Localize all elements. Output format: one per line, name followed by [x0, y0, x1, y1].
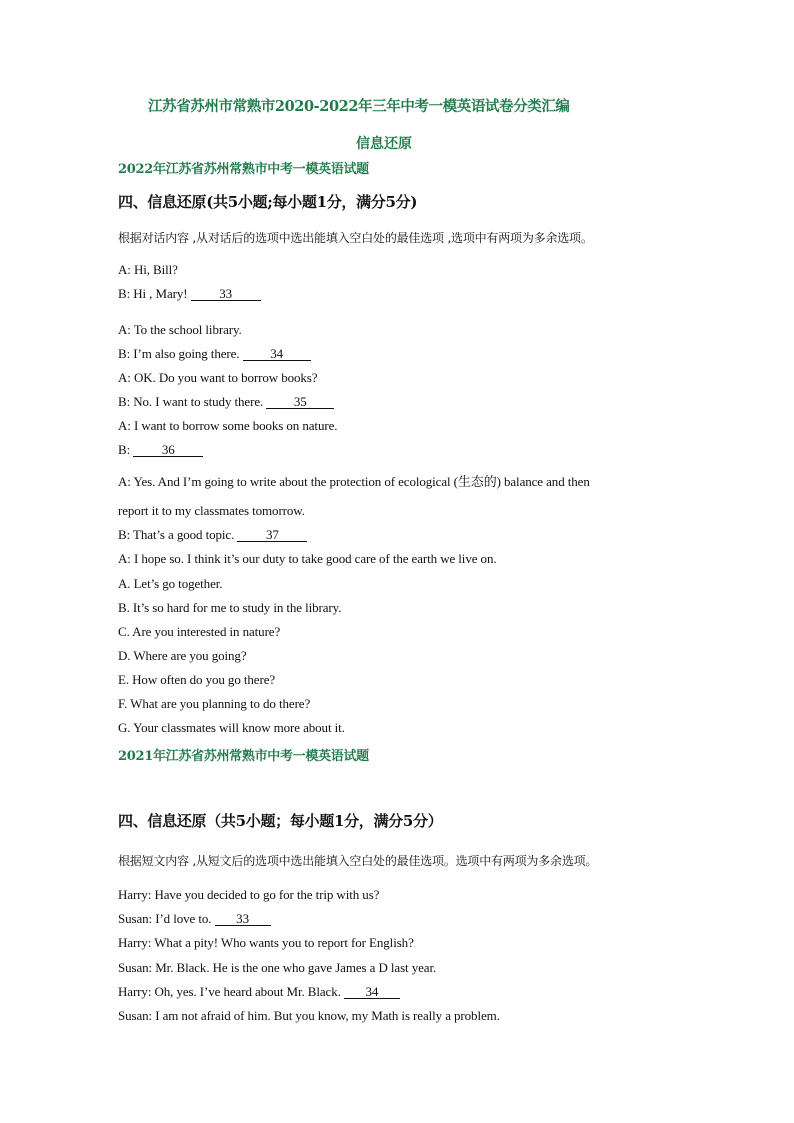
exam-2022-heading: 四、信息还原(共5小题;每小题1分，满分5分)	[118, 193, 418, 211]
option-d: D. Where are you going?	[118, 648, 247, 663]
dialogue-text: B: I’m also going there.	[118, 346, 243, 361]
dialogue-line: A: I want to borrow some books on nature.	[118, 418, 338, 433]
dialogue-line: A: To the school library.	[118, 322, 242, 337]
blank-34: 34	[243, 347, 311, 361]
dialogue-text: B: That’s a good topic.	[118, 527, 238, 542]
dialogue-line: Susan: Mr. Black. He is the one who gave James a D last year.	[118, 960, 437, 975]
dialogue-text: B: Hi , Mary!	[118, 286, 191, 301]
exam-2021-heading: 四、信息还原（共5小题；每小题1分，满分5分）	[118, 812, 443, 830]
option-c: C. Are you interested in nature?	[118, 624, 281, 639]
section-title: 信息还原	[356, 136, 412, 152]
dialogue-line	[118, 346, 311, 362]
exam-2022-title: 2022年江苏省苏州常熟市中考一模英语试题	[118, 162, 369, 177]
dialogue-line	[118, 984, 400, 1000]
dialogue-line: Susan: I am not afraid of him. But you know, my Math is really a problem.	[118, 1008, 500, 1023]
dialogue-line	[118, 286, 261, 302]
document-title: 江苏省苏州市常熟市2020-2022年三年中考一模英语试卷分类汇编	[148, 98, 570, 115]
dialogue-line: A: Yes. And I’m going to write about the protection of ecological (生态的) balance and then	[118, 474, 590, 489]
blank-34: 34	[344, 985, 400, 999]
dialogue-line: Harry: What a pity! Who wants you to report for English?	[118, 935, 414, 950]
dialogue-line: A: Hi, Bill?	[118, 262, 178, 277]
option-e: E. How often do you go there?	[118, 672, 276, 687]
dialogue-line: A: I hope so. I think it’s our duty to take good care of the earth we live on.	[118, 551, 497, 566]
blank-35: 35	[266, 395, 334, 409]
blank-33: 33	[191, 287, 261, 301]
dialogue-text: Harry: Oh, yes. I’ve heard about Mr. Black.	[118, 984, 344, 999]
dialogue-line: A: OK. Do you want to borrow books?	[118, 370, 318, 385]
option-g: G. Your classmates will know more about it.	[118, 720, 345, 735]
option-f: F. What are you planning to do there?	[118, 696, 311, 711]
dialogue-text: Susan: I’d love to.	[118, 911, 215, 926]
dialogue-line	[118, 911, 271, 927]
dialogue-text: B:	[118, 442, 134, 457]
blank-33: 33	[215, 912, 271, 926]
exam-2021-title: 2021年江苏省苏州常熟市中考一模英语试题	[118, 749, 369, 764]
blank-36: 36	[133, 443, 203, 457]
dialogue-line	[118, 527, 307, 543]
exam-2022-instruction: 根据对话内容 ,从对话后的选项中选出能填入空白处的最佳选项 ,选项中有两项为多余选项。	[118, 231, 593, 245]
dialogue-line	[118, 442, 203, 458]
option-a: A. Let’s go together.	[118, 576, 223, 591]
dialogue-line: report it to my classmates tomorrow.	[118, 503, 305, 518]
dialogue-text: B: No. I want to study there.	[118, 394, 267, 409]
exam-2021-instruction: 根据短文内容 ,从短文后的选项中选出能填入空白处的最佳选项。选项中有两项为多余选项。	[118, 854, 598, 868]
blank-37: 37	[237, 528, 307, 542]
dialogue-line	[118, 394, 334, 410]
dialogue-line: Harry: Have you decided to go for the trip with us?	[118, 887, 380, 902]
option-b: B. It’s so hard for me to study in the library.	[118, 600, 342, 615]
